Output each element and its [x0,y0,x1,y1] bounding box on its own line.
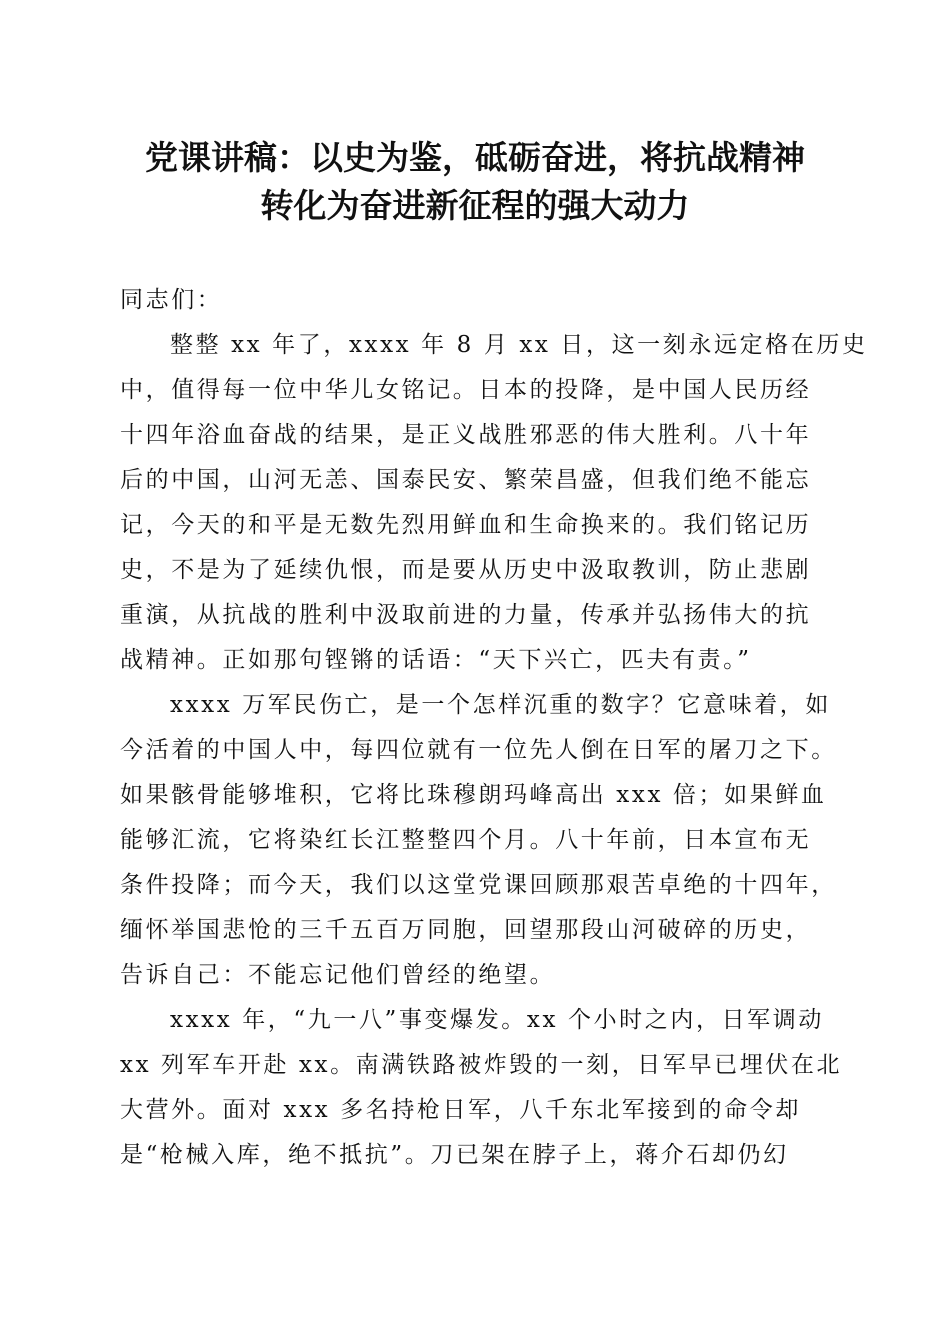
paragraph-line: 能够汇流，它将染红长江整整四个月。八十年前，日本宣布无 [120,827,812,853]
paragraph-line: 大营外。面对 xxx 多名持枪日军，八千东北军接到的命令却 [120,1097,801,1123]
paragraph-line: 战精神。正如那句铿锵的话语：“天下兴亡，匹夫有责。” [120,647,752,673]
paragraph-line: 后的中国，山河无恙、国泰民安、繁荣昌盛，但我们绝不能忘 [120,467,812,493]
paragraph-line: xxxx 万军民伤亡，是一个怎样沉重的数字？它意味着，如 [170,692,831,718]
paragraph-line: 今活着的中国人中，每四位就有一位先人倒在日军的屠刀之下。 [120,737,837,763]
paragraph-line: 中，值得每一位中华儿女铭记。日本的投降，是中国人民历经 [120,377,812,403]
paragraph-line: 如果骸骨能够堆积，它将比珠穆朗玛峰高出 xxx 倍；如果鲜血 [120,782,827,808]
paragraph [120,683,837,998]
title-line: 党课讲稿：以史为鉴，砥砺奋进，将抗战精神 [145,138,805,177]
paragraph-line: 条件投降；而今天，我们以这堂党课回顾那艰苦卓绝的十四年， [120,872,837,898]
paragraph-line: 记，今天的和平是无数先烈用鲜血和生命换来的。我们铭记历 [120,512,812,538]
document-body [120,278,868,1178]
title-line: 转化为奋进新征程的强大动力 [260,186,690,225]
paragraph-line: 史，不是为了延续仇恨，而是要从历史中汲取教训，防止悲剧 [120,557,812,583]
paragraph-line: xx 列军车开赴 xx。南满铁路被炸毁的一刻，日军早已埋伏在北 [120,1052,843,1078]
document-title [100,134,850,230]
paragraph-line: 告诉自己：不能忘记他们曾经的绝望。 [120,962,556,988]
paragraph [120,323,868,683]
paragraph-line: 整整 xx 年了，xxxx 年 8 月 xx 日，这一刻永远定格在历史 [170,332,868,358]
paragraph-line: 十四年浴血奋战的结果，是正义战胜邪恶的伟大胜利。八十年 [120,422,812,448]
greeting: 同志们： [120,287,223,313]
paragraph-line: xxxx 年，“九一八”事变爆发。xx 个小时之内，日军调动 [170,1007,824,1033]
paragraph-line: 缅怀举国悲怆的三千五百万同胞，回望那段山河破碎的历史， [120,917,812,943]
paragraph-line: 是“枪械入库，绝不抵抗”。刀已架在脖子上，蒋介石却仍幻 [120,1142,789,1168]
paragraph-line: 重演，从抗战的胜利中汲取前进的力量，传承并弘扬伟大的抗 [120,602,812,628]
paragraph [120,998,843,1178]
